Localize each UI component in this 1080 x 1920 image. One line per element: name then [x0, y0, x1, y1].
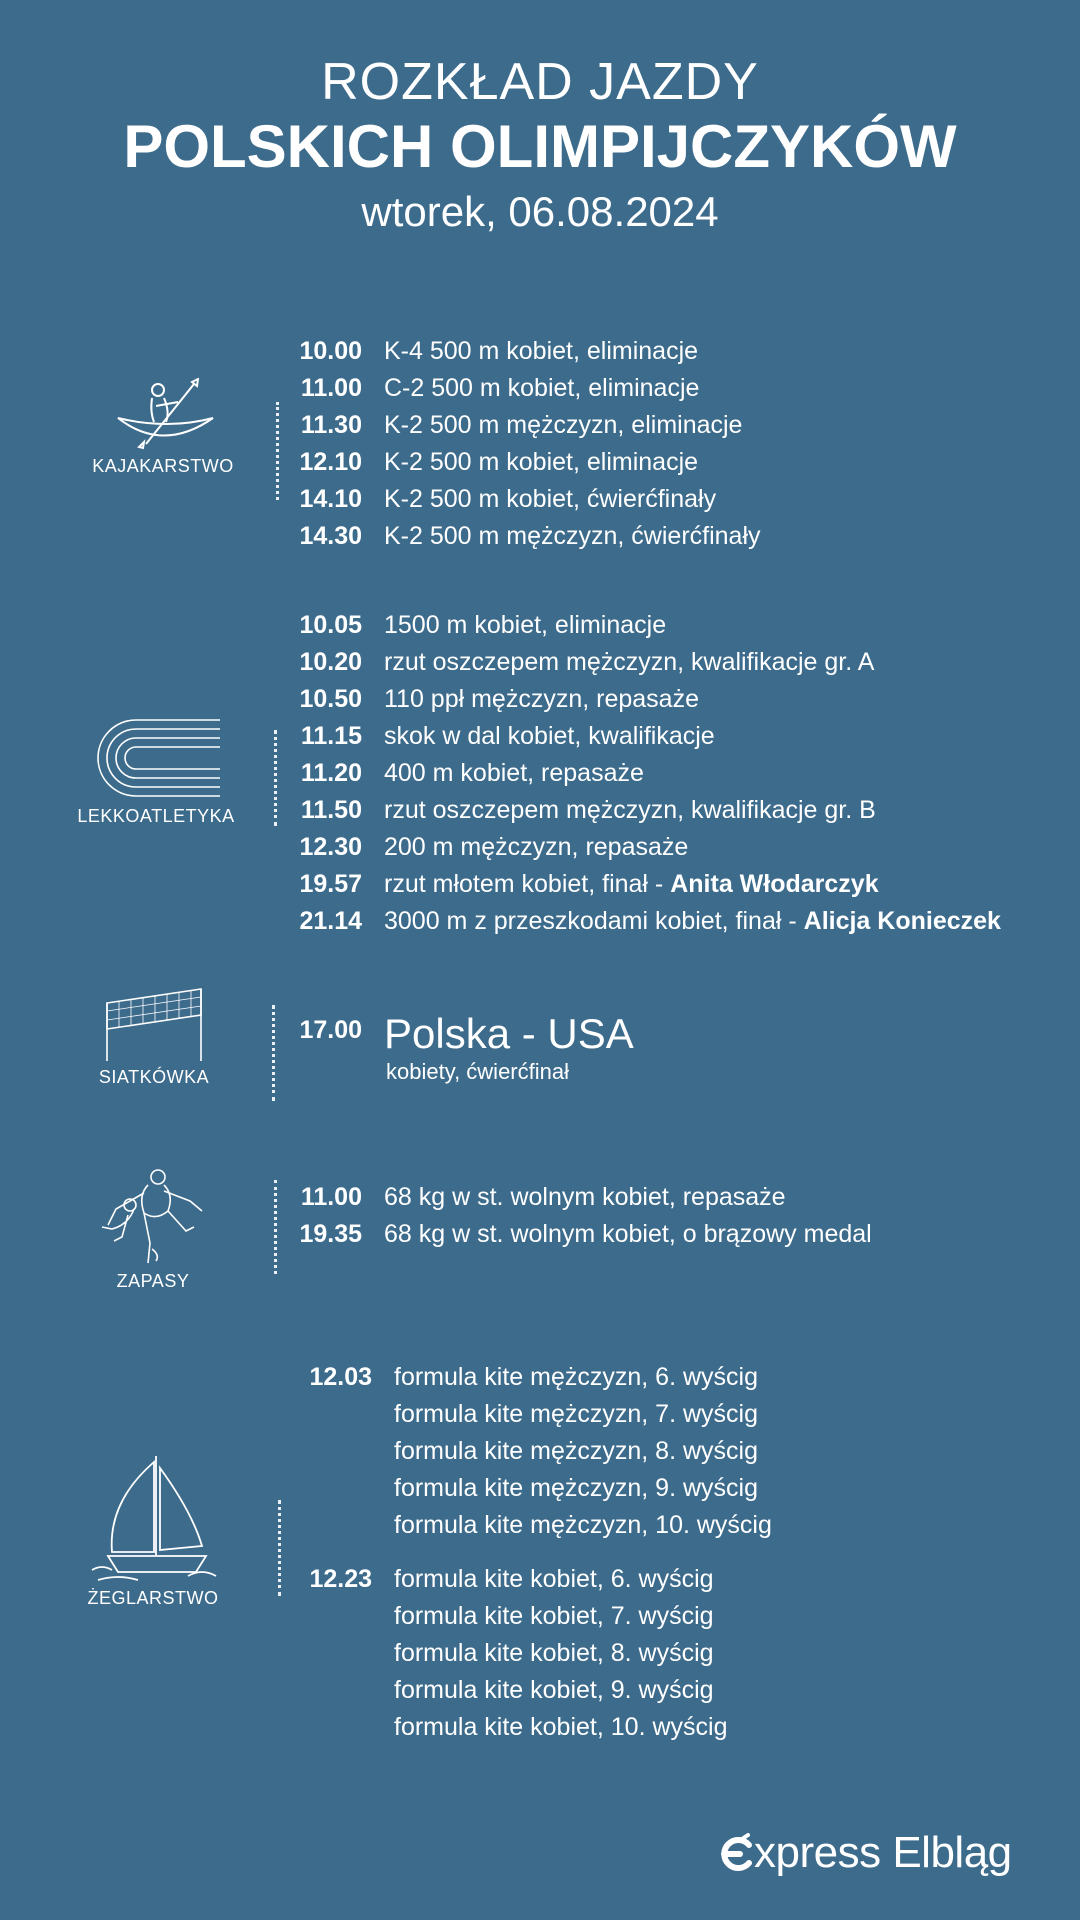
event-name: formula kite mężczyzn, 6. wyścig	[394, 1363, 758, 1391]
match-row	[290, 1010, 634, 1086]
schedule-row	[290, 444, 761, 481]
express-elblag-logo	[718, 1828, 1012, 1878]
schedule-row	[300, 1598, 772, 1635]
header-date: wtorek, 06.08.2024	[361, 188, 719, 235]
athlete-name: Alicja Konieczek	[803, 907, 1001, 935]
schedule-row	[300, 1635, 772, 1672]
event-name: formula kite kobiet, 7. wyścig	[394, 1602, 714, 1630]
event-time: 12.03	[309, 1363, 372, 1391]
sport-kajakarstwo	[53, 378, 273, 477]
schedule-row	[290, 518, 761, 555]
event-name: 68 kg w st. wolnym kobiet, repasaże	[384, 1183, 786, 1211]
event-time: 12.10	[299, 448, 362, 476]
schedule-row	[290, 718, 1001, 755]
event-time: 11.30	[300, 411, 362, 439]
logo-text: xpress Elbląg	[754, 1828, 1012, 1877]
schedule-list	[290, 1179, 872, 1253]
schedule-row	[290, 681, 1001, 718]
event-time: 11.00	[300, 1183, 362, 1211]
event-name	[384, 903, 1001, 940]
sport-label: SIATKÓWKA	[98, 1067, 210, 1087]
schedule-row	[290, 903, 1001, 940]
event-name: K-2 500 m kobiet, eliminacje	[384, 448, 699, 476]
match-details: kobiety, ćwierćfinał	[386, 1059, 569, 1084]
schedule-row	[300, 1561, 772, 1598]
event-name: skok w dal kobiet, kwalifikacje	[384, 722, 715, 750]
schedule-row	[290, 370, 761, 407]
divider	[274, 1180, 277, 1274]
header-title-line1: ROZKŁAD JAZDY	[321, 53, 759, 111]
event-name: formula kite mężczyzn, 10. wyścig	[394, 1511, 772, 1539]
event-name: 110 ppł mężczyzn, repasaże	[384, 685, 699, 713]
event-time: 11.15	[300, 722, 362, 750]
event-name: C-2 500 m kobiet, eliminacje	[384, 374, 700, 402]
divider	[276, 402, 279, 500]
event-name: K-2 500 m mężczyzn, eliminacje	[384, 411, 743, 439]
schedule-row	[290, 1179, 872, 1216]
athlete-name: Anita Włodarczyk	[670, 870, 879, 898]
event-time: 14.30	[299, 522, 362, 550]
event-name: 1500 m kobiet, eliminacje	[384, 611, 667, 639]
schedule-row	[290, 755, 1001, 792]
event-time: 10.20	[299, 648, 362, 676]
schedule-list	[300, 1359, 772, 1746]
event-name: K-2 500 m kobiet, ćwierćfinały	[384, 485, 717, 513]
page-header	[0, 50, 1080, 240]
match-info	[384, 1010, 634, 1086]
schedule-row	[300, 1507, 772, 1544]
divider	[274, 730, 277, 826]
event-time: 17.00	[299, 1016, 362, 1044]
event-time: 11.50	[300, 796, 362, 824]
event-time: 14.10	[299, 485, 362, 513]
match-block	[290, 1010, 634, 1086]
volleyball-net-icon	[99, 985, 209, 1061]
schedule-row	[290, 481, 761, 518]
schedule-row	[290, 607, 1001, 644]
event-name: 68 kg w st. wolnym kobiet, o brązowy medal	[384, 1220, 872, 1248]
schedule-row	[300, 1359, 772, 1396]
event-time: 11.20	[300, 759, 362, 787]
event-time: 11.00	[300, 374, 362, 402]
schedule-list	[290, 607, 1001, 940]
logo-e-icon	[718, 1833, 754, 1873]
divider	[278, 1500, 281, 1596]
sport-label: ŻEGLARSTWO	[87, 1588, 219, 1608]
schedule-row	[290, 866, 1001, 903]
group-spacer	[300, 1544, 772, 1561]
event-name: formula kite kobiet, 10. wyścig	[394, 1713, 728, 1741]
schedule-row	[290, 1216, 872, 1253]
event-name: 200 m mężczyzn, repasaże	[384, 833, 689, 861]
header-title-line2: POLSKICH OLIMPIJCZYKÓW	[123, 113, 957, 180]
schedule-row	[300, 1433, 772, 1470]
wrestlers-icon	[98, 1165, 208, 1265]
event-name	[384, 866, 879, 903]
sport-zeglarstwo	[43, 1452, 263, 1609]
schedule-row	[290, 792, 1001, 829]
sport-label: KAJAKARSTWO	[92, 456, 234, 476]
match-teams: Polska - USA	[384, 1010, 634, 1057]
event-name: K-2 500 m mężczyzn, ćwierćfinały	[384, 522, 761, 550]
schedule-row	[290, 333, 761, 370]
event-name: rzut oszczepem mężczyzn, kwalifikacje gr. A	[384, 648, 875, 676]
event-name: formula kite kobiet, 8. wyścig	[394, 1639, 714, 1667]
sport-siatkowka	[44, 985, 264, 1088]
event-name: formula kite mężczyzn, 7. wyścig	[394, 1400, 758, 1428]
schedule-row	[290, 829, 1001, 866]
sport-label: LEKKOATLETYKA	[77, 806, 235, 826]
event-time: 10.05	[299, 611, 362, 639]
event-time: 21.14	[299, 907, 362, 935]
schedule-row	[300, 1470, 772, 1507]
sport-label: ZAPASY	[116, 1271, 190, 1291]
event-time: 12.23	[309, 1565, 372, 1593]
sport-lekkoatletyka	[46, 716, 266, 827]
event-name: K-4 500 m kobiet, eliminacje	[384, 337, 699, 365]
running-track-icon	[90, 716, 222, 800]
sailboat-icon	[88, 1452, 218, 1582]
schedule-row	[290, 644, 1001, 681]
schedule-list	[290, 333, 761, 555]
schedule-row	[300, 1396, 772, 1433]
event-name: formula kite kobiet, 9. wyścig	[394, 1676, 714, 1704]
divider	[272, 1005, 275, 1101]
event-name: rzut oszczepem mężczyzn, kwalifikacje gr. B	[384, 796, 876, 824]
event-description: rzut młotem kobiet, finał -	[384, 870, 671, 898]
event-name: 400 m kobiet, repasaże	[384, 759, 644, 787]
sport-zapasy	[43, 1165, 263, 1292]
kayak-icon	[108, 378, 218, 450]
event-time: 10.50	[299, 685, 362, 713]
event-name: formula kite mężczyzn, 8. wyścig	[394, 1437, 758, 1465]
event-time: 12.30	[299, 833, 362, 861]
event-description: 3000 m z przeszkodami kobiet, finał -	[384, 907, 804, 935]
schedule-row	[300, 1709, 772, 1746]
event-time: 10.00	[299, 337, 362, 365]
event-name: formula kite mężczyzn, 9. wyścig	[394, 1474, 758, 1502]
schedule-row	[290, 407, 761, 444]
event-time: 19.35	[299, 1220, 362, 1248]
event-name: formula kite kobiet, 6. wyścig	[394, 1565, 714, 1593]
event-time: 19.57	[299, 870, 362, 898]
schedule-row	[300, 1672, 772, 1709]
